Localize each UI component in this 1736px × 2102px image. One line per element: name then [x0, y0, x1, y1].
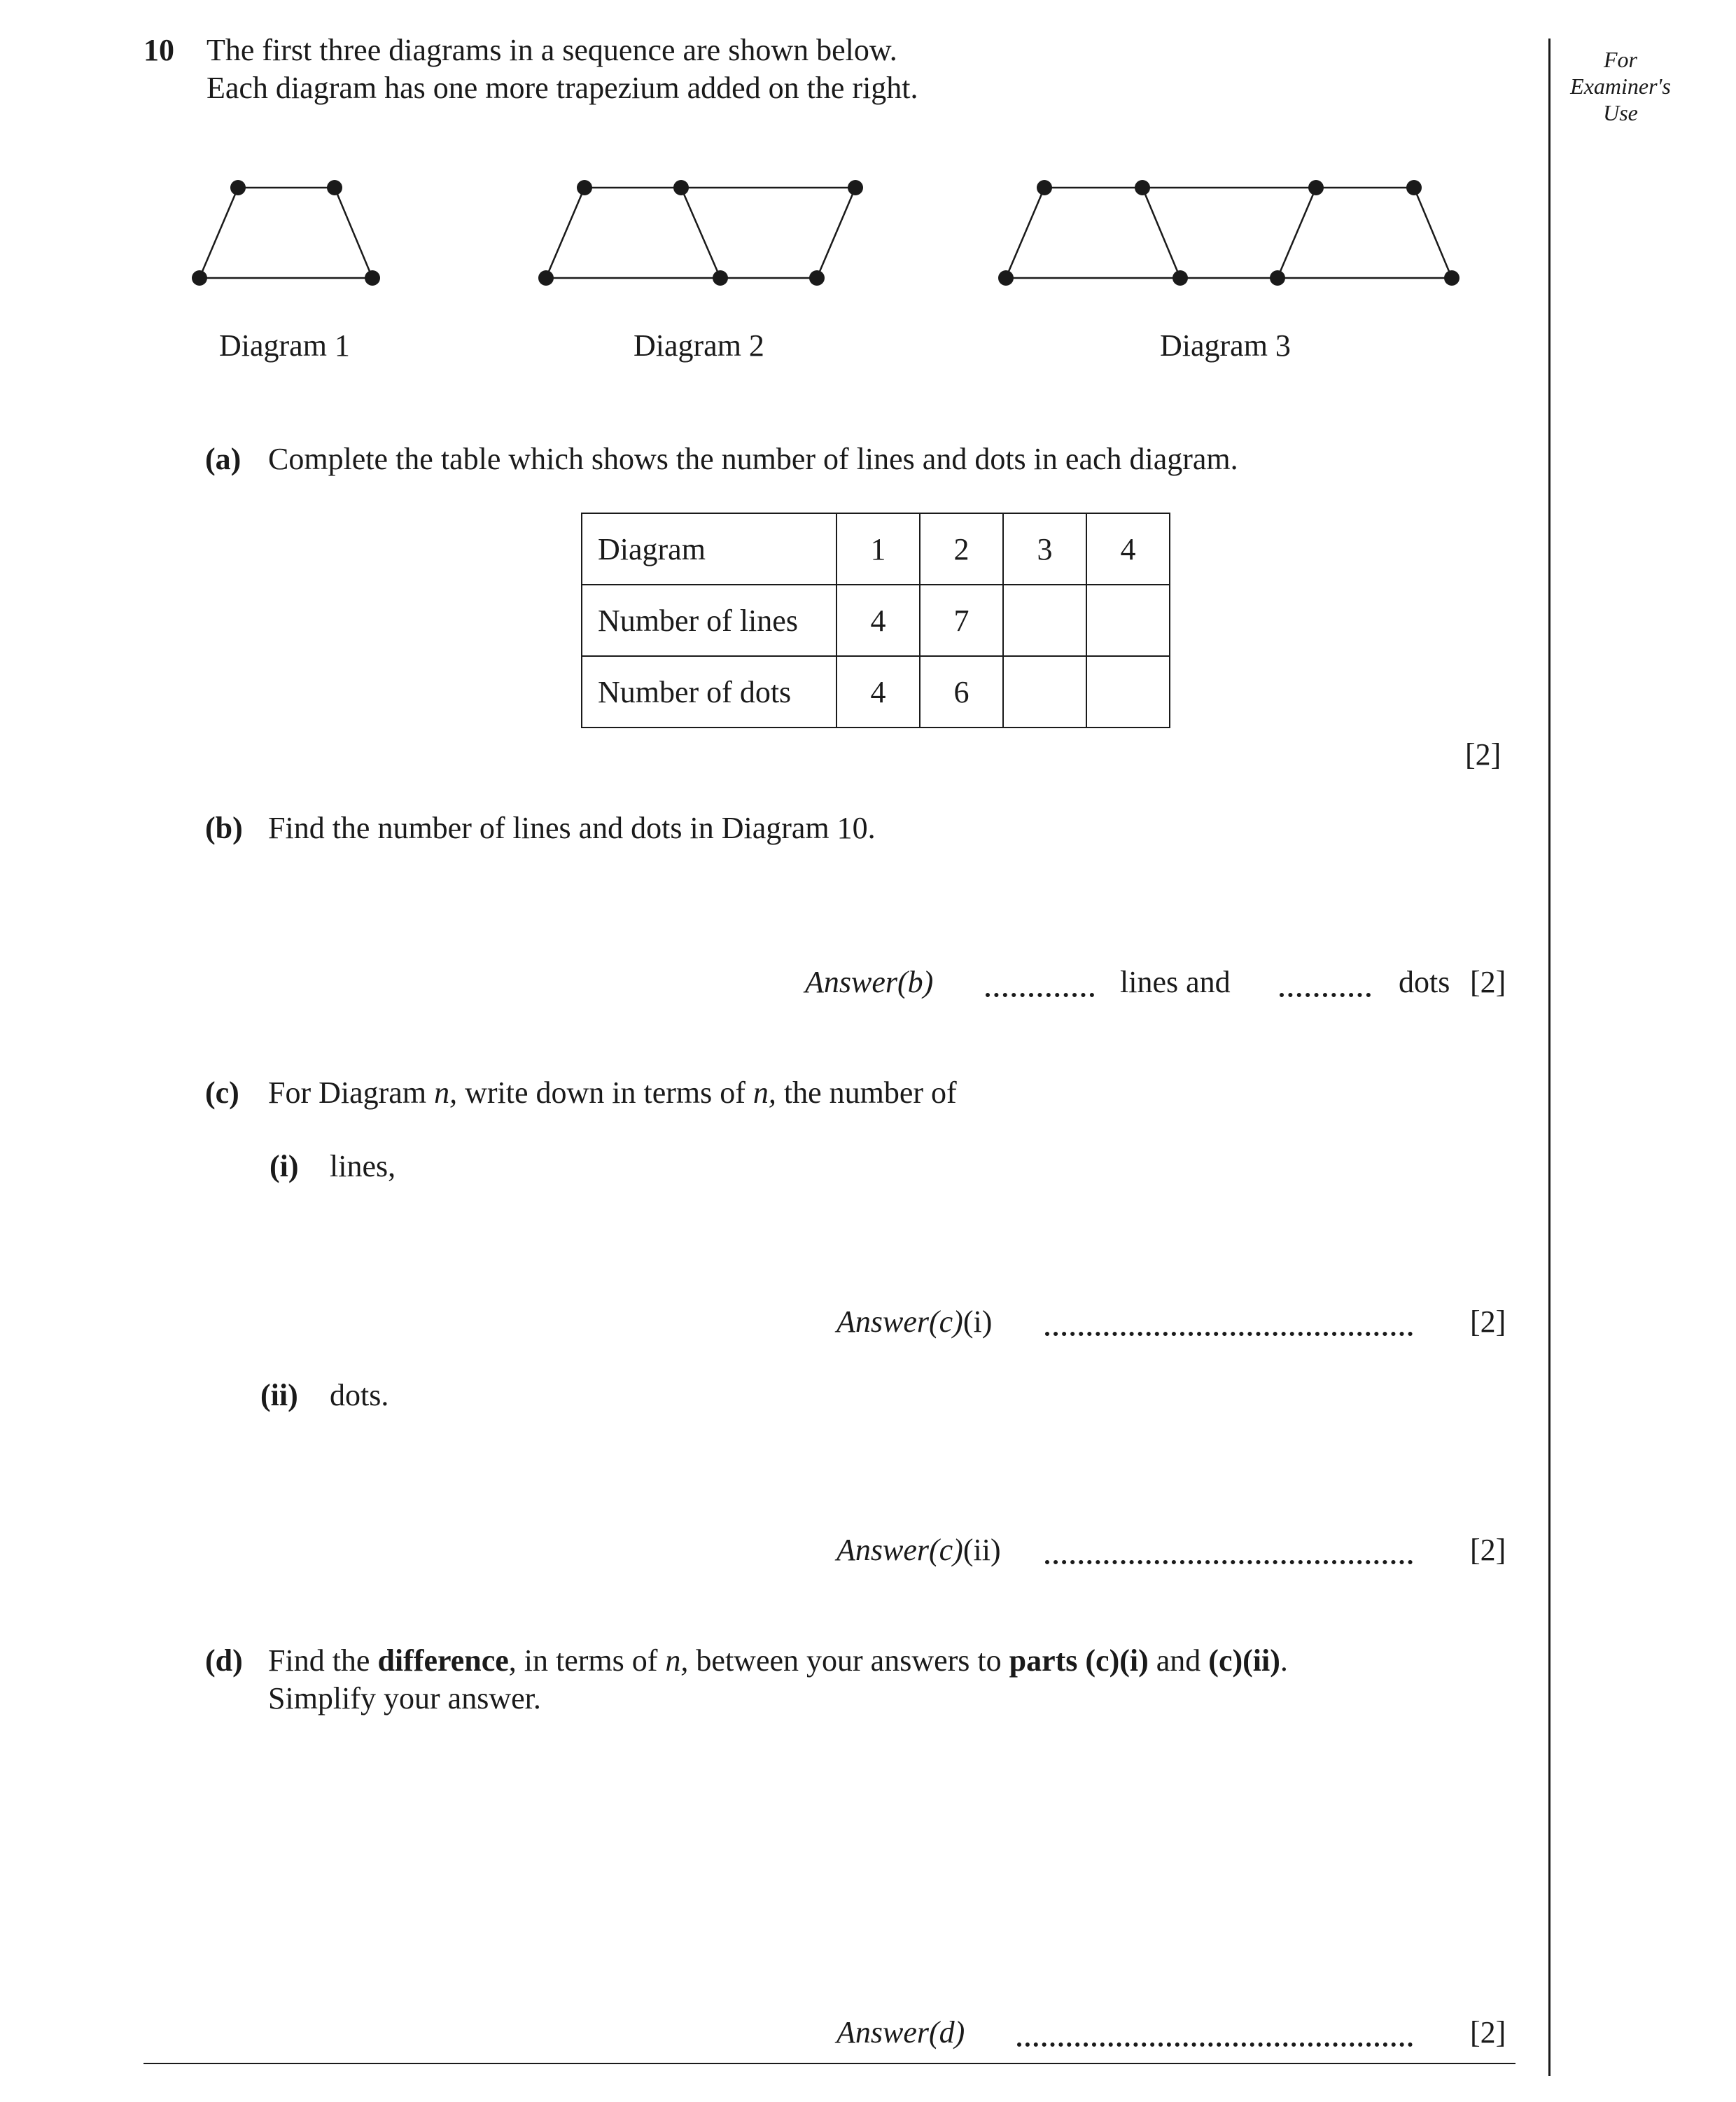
part-c-ii-answer-plain: (ii) — [962, 1533, 1001, 1567]
part-b-text: Find the number of lines and dots in Diagram 10. — [268, 811, 876, 845]
part-d-text — [268, 1643, 1288, 1679]
part-c-ii-answer-label — [836, 1532, 1001, 1568]
table-row-label: Number of lines — [582, 585, 836, 656]
table-row-dots — [582, 656, 1170, 728]
part-c-ii-label: (ii) — [260, 1378, 298, 1412]
part-d-label: (d) — [205, 1643, 243, 1678]
page-bottom-rule — [144, 2063, 1516, 2064]
part-c-i-answer-plain: (i) — [962, 1304, 993, 1339]
part-c-text-2: write down in terms of — [457, 1076, 753, 1110]
part-d-t6: parts (c)(i) — [1009, 1643, 1149, 1678]
part-c-text-3: the number of — [776, 1076, 957, 1110]
part-d-t1: Find the — [268, 1643, 378, 1678]
part-c-i-label: (i) — [270, 1149, 299, 1183]
examiner-line-3: Use — [1603, 100, 1638, 125]
part-b-marks: [2] — [1470, 965, 1506, 999]
examiner-use-box — [1558, 46, 1684, 126]
table-row-lines — [582, 585, 1170, 656]
part-d-t4: n, — [665, 1643, 689, 1678]
diagram-2-lines — [546, 188, 855, 278]
part-a-marks: [2] — [1465, 737, 1502, 772]
part-d-t7: and — [1148, 1643, 1209, 1678]
diagram-1-lines — [200, 188, 372, 278]
part-c-ii-answer-italic: Answer(c) — [836, 1533, 963, 1567]
part-b-dots-answer-field[interactable] — [1280, 993, 1371, 997]
part-d-t3: , in terms of — [508, 1643, 666, 1678]
part-c-n-2: n, — [752, 1076, 776, 1110]
table-answer-cell-dots-4[interactable] — [1086, 656, 1170, 728]
examiner-margin-line — [1548, 39, 1550, 2076]
part-d-line-2: Simplify your answer. — [268, 1681, 541, 1715]
table-column-1: 1 — [836, 513, 920, 585]
diagram-3-lines — [1006, 188, 1452, 278]
examiner-line-1: For — [1604, 47, 1637, 72]
examiner-line-2: Examiner's — [1570, 74, 1671, 99]
table-cell: 6 — [920, 656, 1003, 728]
part-d-marks: [2] — [1470, 2015, 1506, 2049]
table-column-4: 4 — [1086, 513, 1170, 585]
part-b-after-text: dots — [1399, 965, 1450, 999]
part-c-label: (c) — [205, 1076, 239, 1110]
diagram-1-label: Diagram 1 — [219, 328, 350, 363]
table-cell: 7 — [920, 585, 1003, 656]
part-c-i-answer-italic: Answer(c) — [836, 1304, 963, 1339]
diagram-2-label: Diagram 2 — [634, 328, 764, 363]
part-c-i-answer-label — [836, 1304, 992, 1340]
part-c-n-1: n, — [434, 1076, 458, 1110]
table-row-label: Number of dots — [582, 656, 836, 728]
part-d-t5: between your answers to — [688, 1643, 1009, 1678]
part-c-text — [268, 1075, 957, 1111]
table-cell: 4 — [836, 585, 920, 656]
part-d-t2: difference — [377, 1643, 509, 1678]
part-c-ii-marks: [2] — [1470, 1533, 1506, 1567]
table-header-row — [582, 513, 1170, 585]
lines-dots-table — [581, 513, 1170, 728]
part-c-ii-answer-field[interactable] — [1045, 1560, 1413, 1564]
question-intro-line-2: Each diagram has one more trapezium added on the right. — [206, 71, 918, 105]
trapezium-sequence-diagrams — [0, 168, 1540, 308]
part-d-answer-label: Answer(d) — [836, 2015, 965, 2049]
part-c-i-marks: [2] — [1470, 1304, 1506, 1339]
part-c-i-text: lines, — [330, 1149, 396, 1183]
part-b-between-text: lines and — [1120, 965, 1231, 999]
question-number: 10 — [144, 33, 174, 67]
part-b-lines-answer-field[interactable] — [986, 993, 1094, 997]
part-d-t9: . — [1280, 1643, 1288, 1678]
diagram-1-dots — [192, 180, 380, 286]
question-intro-line-1: The first three diagrams in a sequence are shown below. — [206, 33, 897, 67]
part-c-i-answer-field[interactable] — [1045, 1332, 1413, 1336]
part-b-answer-label: Answer(b) — [805, 965, 934, 999]
part-d-answer-field[interactable] — [1017, 2042, 1413, 2047]
diagram-3-dots — [998, 180, 1460, 286]
table-answer-cell-lines-4[interactable] — [1086, 585, 1170, 656]
part-c-ii-text: dots. — [330, 1378, 389, 1412]
part-b-label: (b) — [205, 811, 243, 845]
part-c-text-1: For Diagram — [268, 1076, 435, 1110]
diagram-3-label: Diagram 3 — [1160, 328, 1291, 363]
table-column-2: 2 — [920, 513, 1003, 585]
part-a-text: Complete the table which shows the number of lines and dots in each diagram. — [268, 442, 1238, 476]
table-answer-cell-lines-3[interactable] — [1003, 585, 1086, 656]
part-d-t8: (c)(ii) — [1208, 1643, 1280, 1678]
table-answer-cell-dots-3[interactable] — [1003, 656, 1086, 728]
part-a-label: (a) — [205, 442, 241, 476]
table-cell: 4 — [836, 656, 920, 728]
table-header-label: Diagram — [582, 513, 836, 585]
table-column-3: 3 — [1003, 513, 1086, 585]
